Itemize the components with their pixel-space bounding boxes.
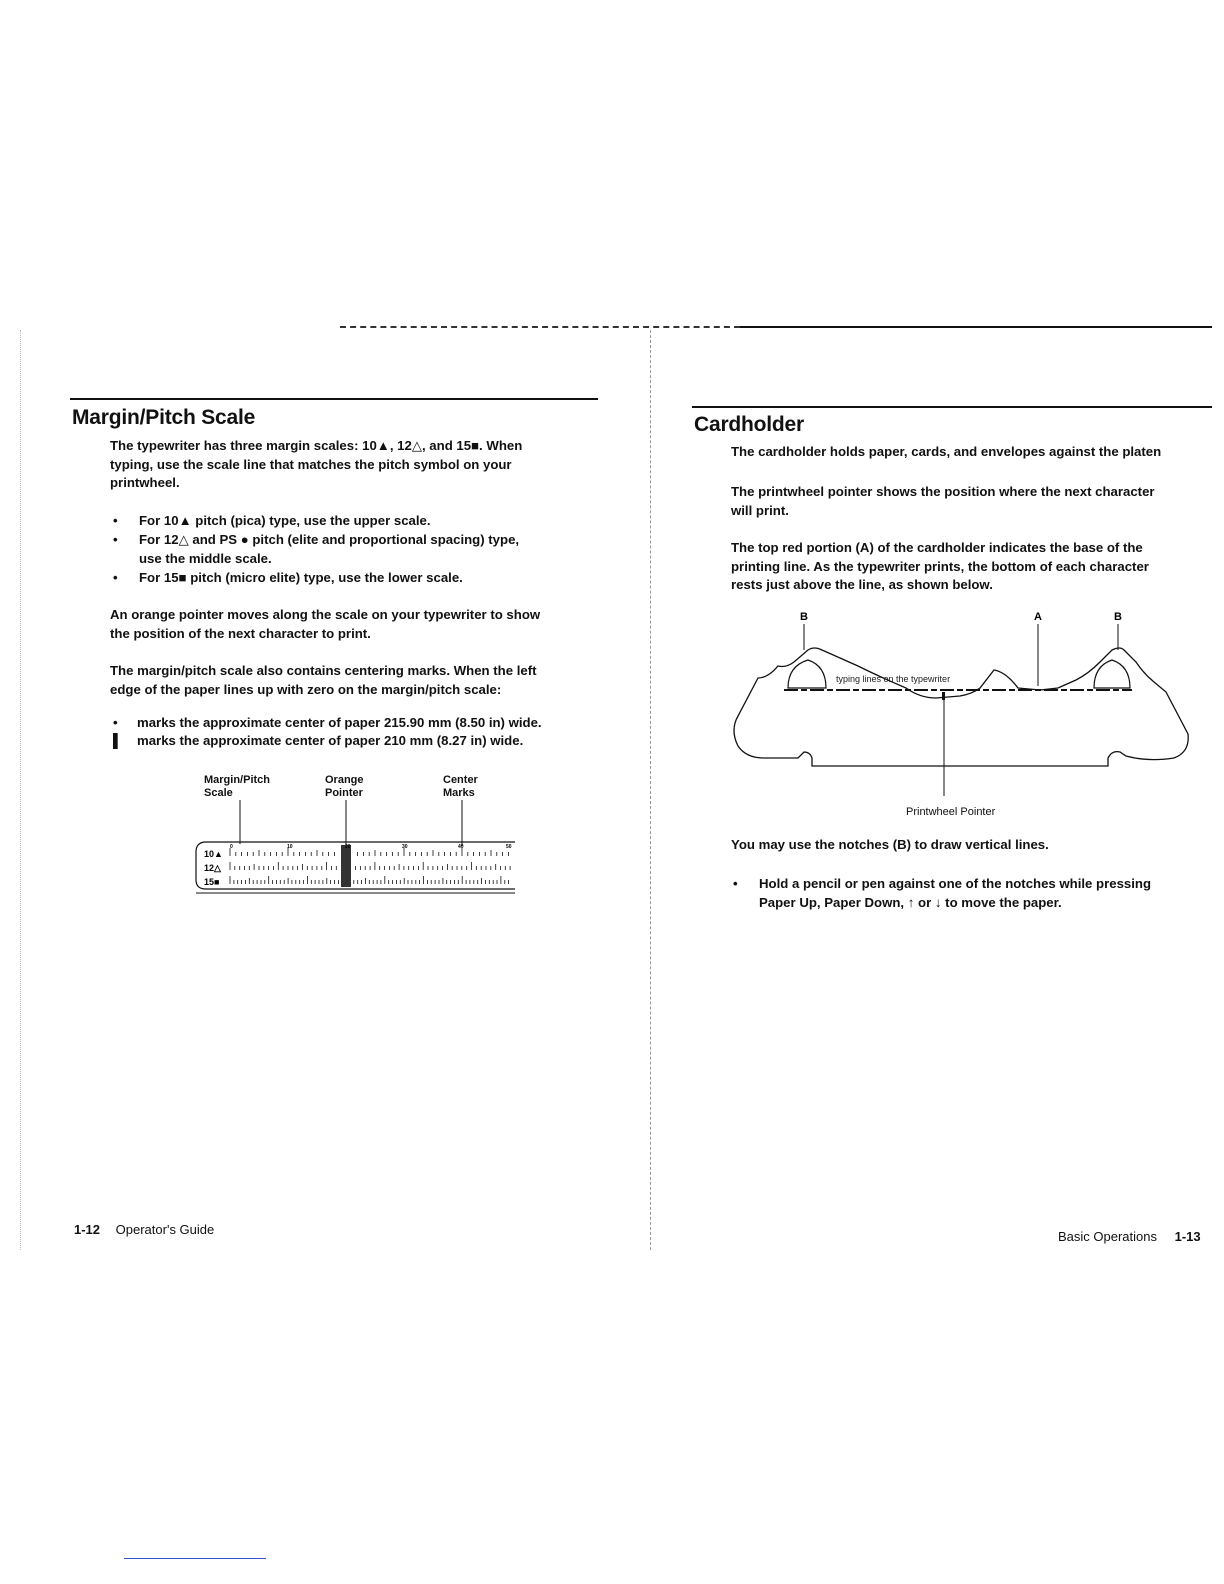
right-notch <box>1094 660 1130 688</box>
tick-label: 40 <box>458 844 464 850</box>
scale-body <box>196 842 515 889</box>
footer-title: Basic Operations <box>1058 1229 1157 1244</box>
label-line: Pointer <box>325 787 363 799</box>
text-line: printing line. As the typewriter prints, the bottom of each character <box>731 558 1149 574</box>
scale-ticks <box>230 848 510 884</box>
text-line: printwheel. <box>110 475 180 490</box>
text-line: The typewriter has three margin scales: 10▲, 12△, and 15■. When <box>110 438 523 453</box>
right-page-title: Cardholder <box>694 413 805 436</box>
printwheel-pointer-caption: Printwheel Pointer <box>906 806 996 818</box>
pitch-bullet-3 <box>113 569 603 589</box>
tick-label: 0 <box>230 844 233 850</box>
tick-label: 20 <box>345 844 351 850</box>
text-line: the position of the next character to print. <box>110 625 371 641</box>
label-margin-pitch-scale <box>204 774 270 800</box>
left-header-rule <box>70 398 598 400</box>
arrow-up-icon: ↑ <box>907 894 915 910</box>
text-line: The printwheel pointer shows the position where the next character <box>731 484 1155 499</box>
arrow-down-icon: ↓ <box>934 894 942 910</box>
tick-label: 30 <box>402 844 408 850</box>
text-line: edge of the paper lines up with zero on the margin/pitch scale: <box>110 681 502 697</box>
cardholder-bullet <box>733 875 1203 915</box>
orange-pointer <box>341 845 351 887</box>
footer-page-number: 1-13 <box>1174 1229 1201 1244</box>
left-intro-paragraph <box>110 437 600 493</box>
centering-paragraph <box>110 662 600 699</box>
left-footer <box>74 1222 214 1237</box>
center-bullet-2 <box>113 732 603 752</box>
bullet-text: use the middle scale. <box>139 550 272 566</box>
label-orange-pointer <box>325 774 364 800</box>
label-a: A <box>1034 611 1042 623</box>
cardholder-outline <box>734 648 1188 766</box>
text-line: An orange pointer moves along the scale on your typewriter to show <box>110 607 541 622</box>
label-line: Center <box>443 774 478 786</box>
right-footer <box>1058 1229 1201 1244</box>
row-label-10: 10▲ <box>204 849 223 859</box>
margin-pitch-scale-figure <box>190 800 520 896</box>
cardholder-figure <box>728 606 1202 806</box>
cardholder-p4: You may use the notches (B) to draw vertical lines. <box>731 837 1049 852</box>
label-line: Scale <box>204 787 233 799</box>
label-line: Orange <box>325 774 364 786</box>
label-center-marks <box>443 774 478 800</box>
text-line: will print. <box>731 502 789 518</box>
bottom-scan-rule <box>124 1558 266 1559</box>
bullet-dot: • <box>113 513 118 528</box>
label-b-right: B <box>1114 611 1122 623</box>
cardholder-p1: The cardholder holds paper, cards, and envelopes against the platen <box>731 444 1162 459</box>
or-word: or <box>918 894 932 910</box>
bullet-dot: • <box>113 570 118 585</box>
bullet-line-2-rest: to move the paper. <box>945 894 1062 910</box>
text-line: typing, use the scale line that matches the pitch symbol on your <box>110 456 512 472</box>
pitch-bullet-2 <box>113 531 603 569</box>
binding-gutter <box>650 330 651 1250</box>
label-line: Margin/Pitch <box>204 774 271 786</box>
label-b-left: B <box>800 611 808 623</box>
bullet-line-1: Hold a pencil or pen against one of the notches while pressing <box>759 876 1152 891</box>
bar-mark: ▌ <box>113 733 123 748</box>
bullet-text: For 15■ pitch (micro elite) type, use the lower scale. <box>139 570 463 585</box>
row-label-12: 12△ <box>204 863 221 873</box>
typed-text-sample: typing lines on the typewriter <box>836 674 951 684</box>
center-bullet-1 <box>113 714 603 734</box>
text-line: The margin/pitch scale also contains centering marks. When the left <box>110 663 537 678</box>
bullet-text: marks the approximate center of paper 215.90 mm (8.50 in) wide. <box>137 715 542 730</box>
bullet-text: For 12△ and PS ● pitch (elite and proportional spacing) type, <box>139 532 520 547</box>
bullet-text: marks the approximate center of paper 210 mm (8.27 in) wide. <box>137 733 524 748</box>
bullet-dot: • <box>113 715 118 730</box>
left-scan-edge <box>20 330 21 1250</box>
text-line: rests just above the line, as shown below. <box>731 577 993 592</box>
top-scan-dashes <box>340 326 740 328</box>
pointer-paragraph <box>110 606 600 643</box>
row-label-15: 15■ <box>204 877 220 887</box>
bullet-dot: • <box>733 876 738 891</box>
printwheel-pointer <box>942 692 945 700</box>
text-line: The top red portion (A) of the cardholder indicates the base of the <box>731 540 1143 555</box>
paper-keys: Paper Up, Paper Down, <box>759 894 905 910</box>
left-page-title: Margin/Pitch Scale <box>72 406 256 429</box>
cardholder-p3 <box>731 539 1211 595</box>
cardholder-p2 <box>731 483 1211 520</box>
bullet-text: For 10▲ pitch (pica) type, use the upper scale. <box>139 513 431 528</box>
footer-page-number: 1-12 <box>74 1222 101 1237</box>
tick-label: 50 <box>506 844 512 850</box>
footer-title: Operator's Guide <box>115 1222 215 1237</box>
pitch-bullet-1 <box>113 512 603 532</box>
top-scan-rule <box>740 326 1212 328</box>
left-notch <box>788 660 826 688</box>
right-header-rule <box>692 406 1212 408</box>
label-line: Marks <box>443 787 475 799</box>
tick-label: 10 <box>287 844 293 850</box>
bullet-dot: • <box>113 532 118 547</box>
bullet-line-2 <box>759 894 1062 913</box>
